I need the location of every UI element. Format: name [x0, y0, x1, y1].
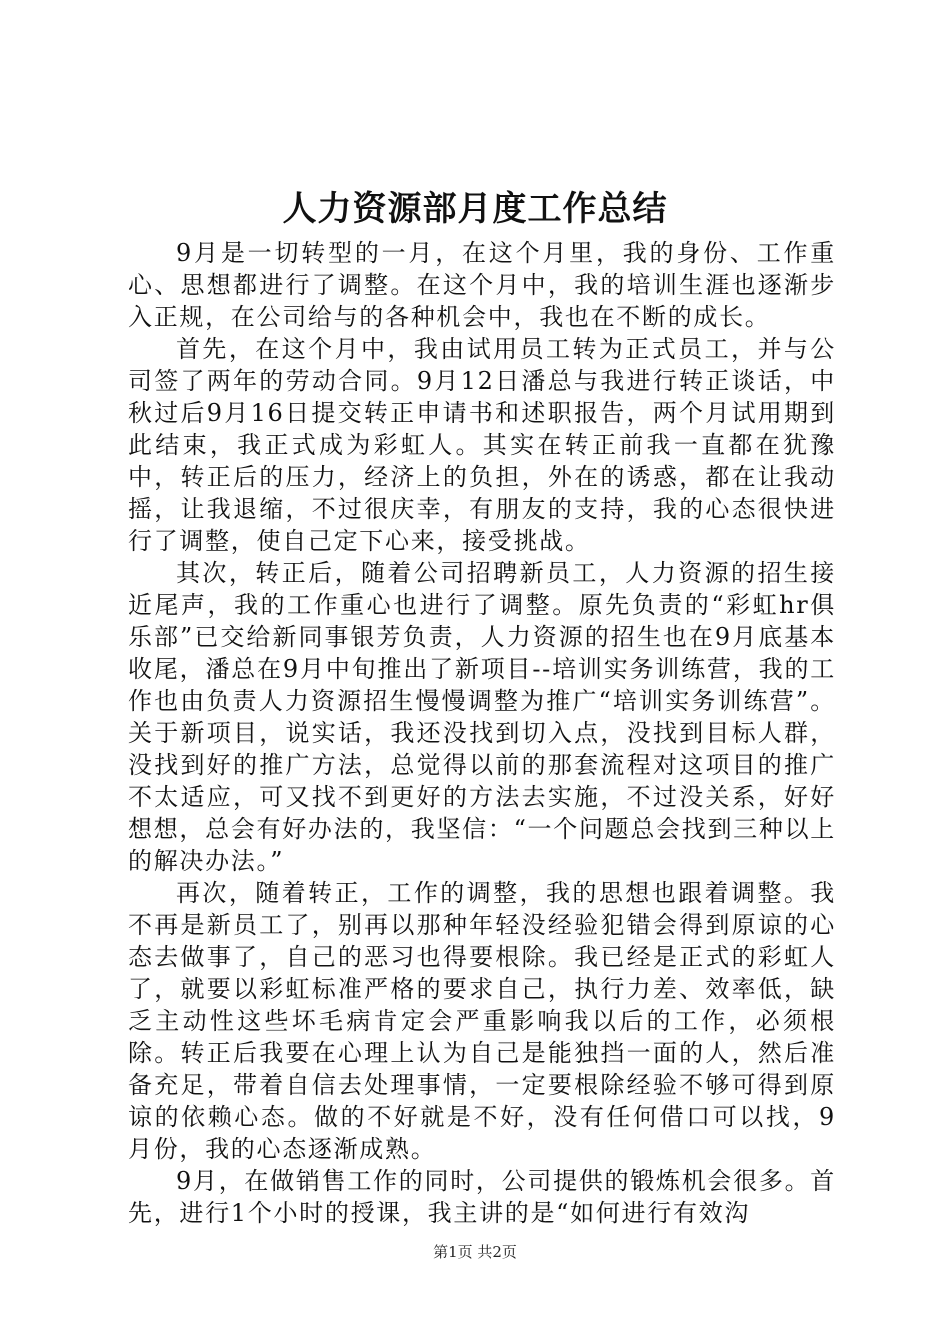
paragraph-5: 9月，在做销售工作的同时，公司提供的锻炼机会很多。首先，进行1个小时的授课，我主讲的是“如何进行有效沟: [128, 1167, 836, 1227]
page-number-footer: 第1页 共2页: [433, 1243, 517, 1261]
paragraph-1: 9月是一切转型的一月，在这个月里，我的身份、工作重心、思想都进行了调整。在这个月中，我的培训生涯也逐渐步入正规，在公司给与的各种机会中，我也在不断的成长。: [128, 239, 836, 331]
paragraph-3: 其次，转正后，随着公司招聘新员工，人力资源的招生接近尾声，我的工作重心也进行了调整。原先负责的“彩虹hr俱乐部”已交给新同事银芳负责，人力资源的招生也在9月底基本收尾，潘总在9月中旬推出了新项目--培训实务训练营，我的工作也由负责人力资源招生慢慢调整为推广“培训实务训练营”。关于新项目，说实话，我还没找到切入点，没找到目标人群，没找到好的推广方法，总觉得以前的那套流程对这项目的推广不太适应，可又找不到更好的方法去实施，不过没关系，好好想想，总会有好办法的，我坚信：“一个问题总会找到三种以上的解决办法。”: [128, 559, 836, 875]
paragraph-2: 首先，在这个月中，我由试用员工转为正式员工，并与公司签了两年的劳动合同。9月12日潘总与我进行转正谈话，中秋过后9月16日提交转正申请书和述职报告，两个月试用期到此结束，我正式成为彩虹人。其实在转正前我一直都在犹豫中，转正后的压力，经济上的负担，外在的诱惑，都在让我动摇，让我退缩，不过很庆幸，有朋友的支持，我的心态很快进行了调整，使自己定下心来，接受挑战。: [128, 335, 836, 555]
document-body: [128, 237, 836, 1229]
document-title: 人力资源部月度工作总结: [282, 189, 668, 229]
paragraph-4: 再次，随着转正，工作的调整，我的思想也跟着调整。我不再是新员工了，别再以那种年轻没经验犯错会得到原谅的心态去做事了，自己的恶习也得要根除。我已经是正式的彩虹人了，就要以彩虹标准严格的要求自己，执行力差、效率低，缺乏主动性这些坏毛病肯定会严重影响我以后的工作，必须根除。转正后我要在心理上认为自己是能独挡一面的人，然后准备充足，带着自信去处理事情，一定要根除经验不够可得到原谅的依赖心态。做的不好就是不好，没有任何借口可以找，9月份，我的心态逐渐成熟。: [128, 879, 836, 1163]
